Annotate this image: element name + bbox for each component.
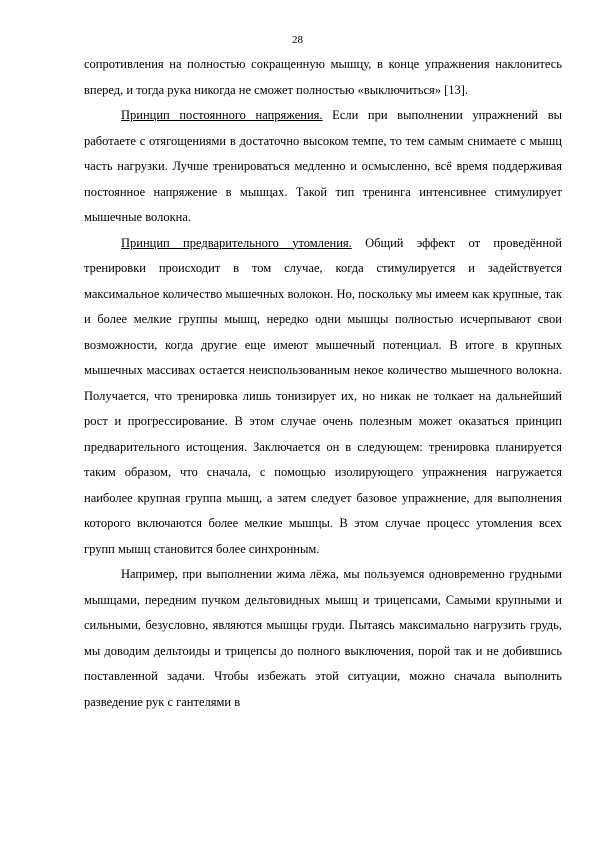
paragraph-example — [84, 562, 562, 715]
paragraph-body: сопротивления на полностью сокращенную мышцу, в конце упражнения наклонитесь вперед, и тогда рука никогда не сможет полностью «выключиться» [13]. — [84, 57, 562, 97]
paragraph-body: Общий эффект от проведённой тренировки происходит в том случае, когда стимулируется и задействуется максимальное количество мышечных волокон. Но, поскольку мы имеем как крупные, так и более мелкие группы мышц, нередко одни мышцы полностью исчерпывают свои возможности, когда другие еще имеют мышечный потенциал. В итоге в крупных мышечных массивах остается неиспользованным некое количество мышечного волокна. Получается, что тренировка лишь тонизирует их, но никак не толкает на дальнейший рост и прогрессирование. В этом случае очень полезным может оказаться принцип предварительного истощения. Заключается он в следующем: тренировка планируется таким образом, что сначала, с помощью изолирующего упражнения нагружается наиболее крупная группа мышц, а затем следует базовое упражнение, для выполнения которого включаются более мелкие мышцы. В этом случае процесс утомления всех групп мышц становится более синхронным. — [84, 235, 562, 556]
paragraph-heading: Принцип постоянного напряжения. — [121, 108, 323, 122]
paragraph-pre-exhaustion — [84, 231, 562, 563]
paragraph-continuation — [84, 52, 562, 103]
paragraph-heading: Принцип предварительного утомления. — [121, 235, 352, 250]
paragraph-constant-tension — [84, 103, 562, 231]
body-text — [84, 52, 562, 715]
paragraph-body: Если при выполнении упражнений вы работаете с отягощениями в достаточно высоком темпе, то тем самым снимаете с мышц часть нагрузки. Лучше тренироваться медленно и осмысленно, всё время поддерживая постоянное напряжение в мышцах. Такой тип тренинга интенсивнее стимулирует мышечные волокна. — [84, 108, 563, 224]
page-number: 28 — [292, 34, 303, 46]
paragraph-body: Например, при выполнении жима лёжа, мы пользуемся одновременно грудными мышцами, передним пучком дельтовидных мышц и трицепсами, Самыми крупными и сильными, безусловно, являются мышцы груди. Пытаясь максимально нагрузить грудь, мы доводим дельтоиды и трицепсы до полного выключения, порой так и не добившись поставленной задачи. Чтобы избежать этой ситуации, можно сначала выполнить разведение рук с гантелями в — [84, 567, 562, 709]
